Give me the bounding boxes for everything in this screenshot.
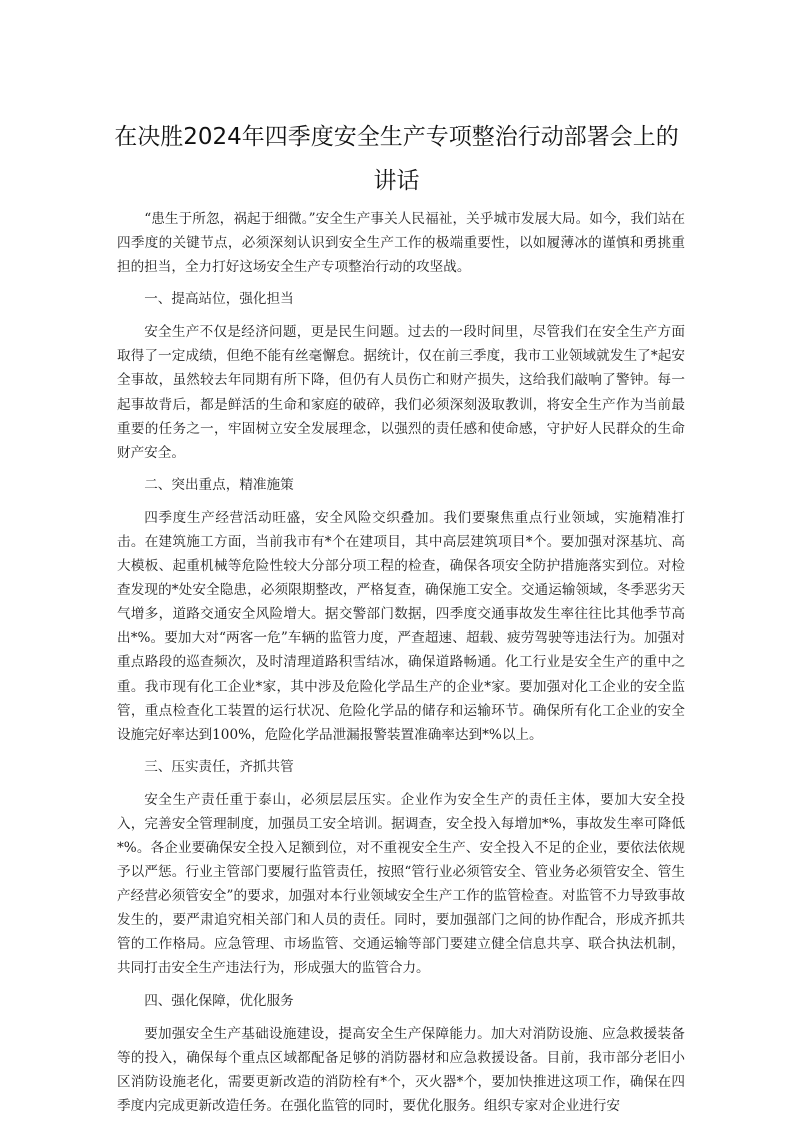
section-heading-1: 一、提高站位，强化担当: [144, 291, 294, 308]
section-heading-4: 四、强化保障，优化服务: [144, 992, 294, 1009]
document-body: [117, 207, 685, 1118]
section-heading-3: 三、压实责任，齐抓共管: [144, 758, 294, 775]
section-paragraph-3: 安全生产责任重于泰山，必须层层压实。企业作为安全生产的责任主体，要加大安全投入，完善安全管理制度，加强员工安全培训。据调查，安全投入每增加*%，事故发生率可降低*%。各企业要确保安全投入足额到位，对不重视安全生产、安全投入不足的企业，要依法依规予以严惩。行业主管部门要履行监管责任，按照“管行业必须管安全、管业务必须管安全、管生产经营必须管安全”的要求，加强对本行业领域安全生产工作的监管检查。对监管不力导致事故发生的，要严肃追究相关部门和人员的责任。同时，要加强部门之间的协作配合，形成齐抓共管的工作格局。应急管理、市场监管、交通运输等部门要建立健全信息共享、联合执法机制，共同打击安全生产违法行为，形成强大的监管合力。: [117, 791, 685, 977]
section-paragraph-2: 四季度生产经营活动旺盛，安全风险交织叠加。我们要聚焦重点行业领域，实施精准打击。在建筑施工方面，当前我市有*个在建项目，其中高层建筑项目*个。要加强对深基坑、高大模板、起重机械等危险性较大分部分项工程的检查，确保各项安全防护措施落实到位。对检查发现的*处安全隐患，必须限期整改，严格复查，确保施工安全。交通运输领域，冬季恶劣天气增多，道路交通安全风险增大。据交警部门数据，四季度交通事故发生率往往比其他季节高出*%。要加大对“两客一危”车辆的监管力度，严查超速、超载、疲劳驾驶等违法行为。加强对重点路段的巡查频次，及时清理道路积雪结冰，确保道路畅通。化工行业是安全生产的重中之重。我市现有化工企业*家，其中涉及危险化学品生产的企业*家。要加强对化工企业的安全监管，重点检查化工装置的运行状况、危险化学品的储存和运输环节。确保所有化工企业的安全设施完好率达到100%，危险化学品泄漏报警装置准确率达到*%以上。: [117, 509, 685, 743]
section-paragraph-1: 安全生产不仅是经济问题，更是民生问题。过去的一段时间里，尽管我们在安全生产方面取得了一定成绩，但绝不能有丝毫懈怠。据统计，仅在前三季度，我市工业领域就发生了*起安全事故，虽然较去年同期有所下降，但仍有人员伤亡和财产损失，这给我们敲响了警钟。每一起事故背后，都是鲜活的生命和家庭的破碎，我们必须深刻汲取教训，将安全生产作为当前最重要的任务之一，牢固树立安全发展理念，以强烈的责任感和使命感，守护好人民群众的生命财产安全。: [117, 324, 685, 461]
intro-paragraph: “患生于所忽，祸起于细微。”安全生产事关人民福祉，关乎城市发展大局。如今，我们站在四季度的关键节点，必须深刻认识到安全生产工作的极端重要性，以如履薄冰的谨慎和勇挑重担的担当，全力打好这场安全生产专项整治行动的攻坚战。: [117, 211, 685, 276]
section-heading-2: 二、突出重点，精准施策: [144, 476, 294, 493]
section-paragraph-4: 要加强安全生产基础设施建设，提高安全生产保障能力。加大对消防设施、应急救援装备等的投入，确保每个重点区域都配备足够的消防器材和应急救援设备。目前，我市部分老旧小区消防设施老化，需要更新改造的消防栓有*个，灭火器*个，要加快推进这项工作，确保在四季度内完成更新改造任务。在强化监管的同时，要优化服务。组织专家对企业进行安: [117, 1025, 685, 1114]
document-title: 在决胜2024年四季度安全生产专项整治行动部署会上的讲话: [114, 124, 679, 194]
